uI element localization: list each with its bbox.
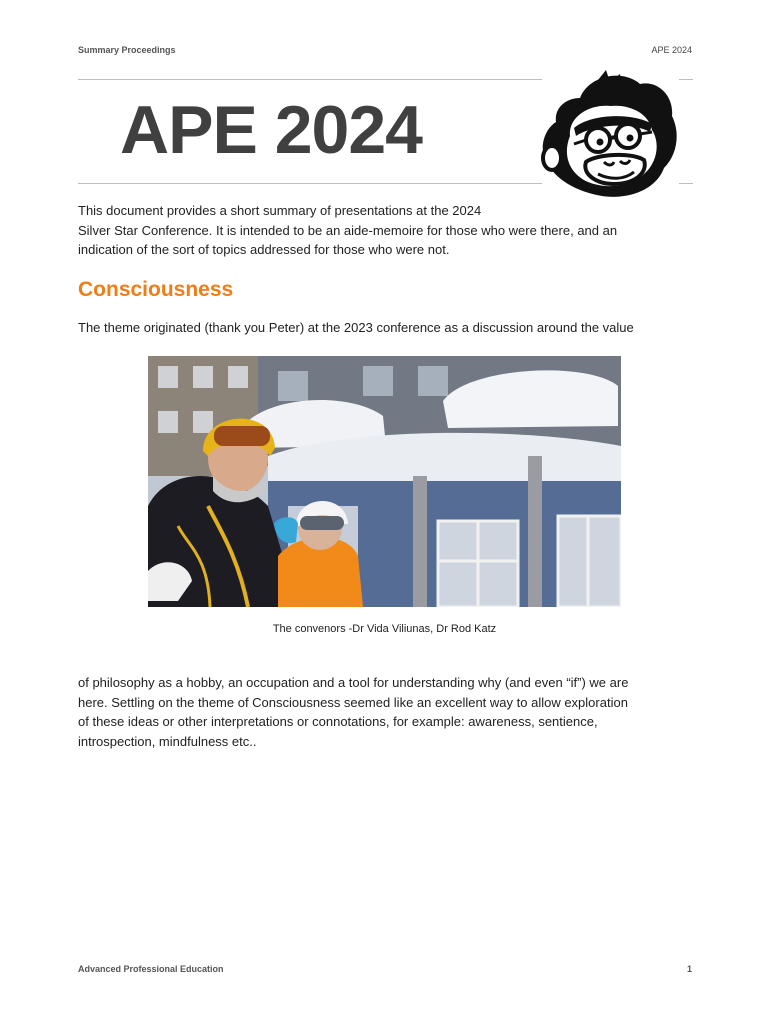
section-heading: Consciousness <box>78 278 234 301</box>
paragraph-line: of these ideas or other interpretations or connotations, for example: awareness, sentience, <box>78 714 598 729</box>
intro-line: This document provides a short summary of presentations at the 2024 <box>78 203 482 218</box>
running-header-right: APE 2024 <box>651 45 692 55</box>
running-header-left: Summary Proceedings <box>78 45 176 55</box>
running-footer-left: Advanced Professional Education <box>78 964 224 974</box>
photo-caption: The convenors -Dr Vida Viliunas, Dr Rod Katz <box>272 623 497 635</box>
intro-paragraph <box>78 201 698 260</box>
page-number: 1 <box>686 964 692 974</box>
paragraph-line: here. Settling on the theme of Consciousness seemed like an excellent way to allow exploration <box>78 694 628 710</box>
intro-line: Silver Star Conference. It is intended to be an aide-memoire for those who were there, and an <box>78 222 618 238</box>
title-top-rule <box>78 79 542 80</box>
section-paragraph-2 <box>78 673 698 751</box>
paragraph-line: of philosophy as a hobby, an occupation and a tool for understanding why (and even “if”) we are <box>78 675 629 690</box>
title-bottom-rule <box>78 183 542 184</box>
section-paragraph-1: The theme originated (thank you Peter) at the 2023 conference as a discussion around the value <box>78 320 634 335</box>
paragraph-line: introspection, mindfulness etc.. <box>78 733 257 749</box>
intro-line: indication of the sort of topics addressed for those who were not. <box>78 242 450 257</box>
ape-logo-icon <box>540 70 682 200</box>
convenors-photo <box>148 356 621 607</box>
document-title: APE 2024 <box>120 92 422 168</box>
